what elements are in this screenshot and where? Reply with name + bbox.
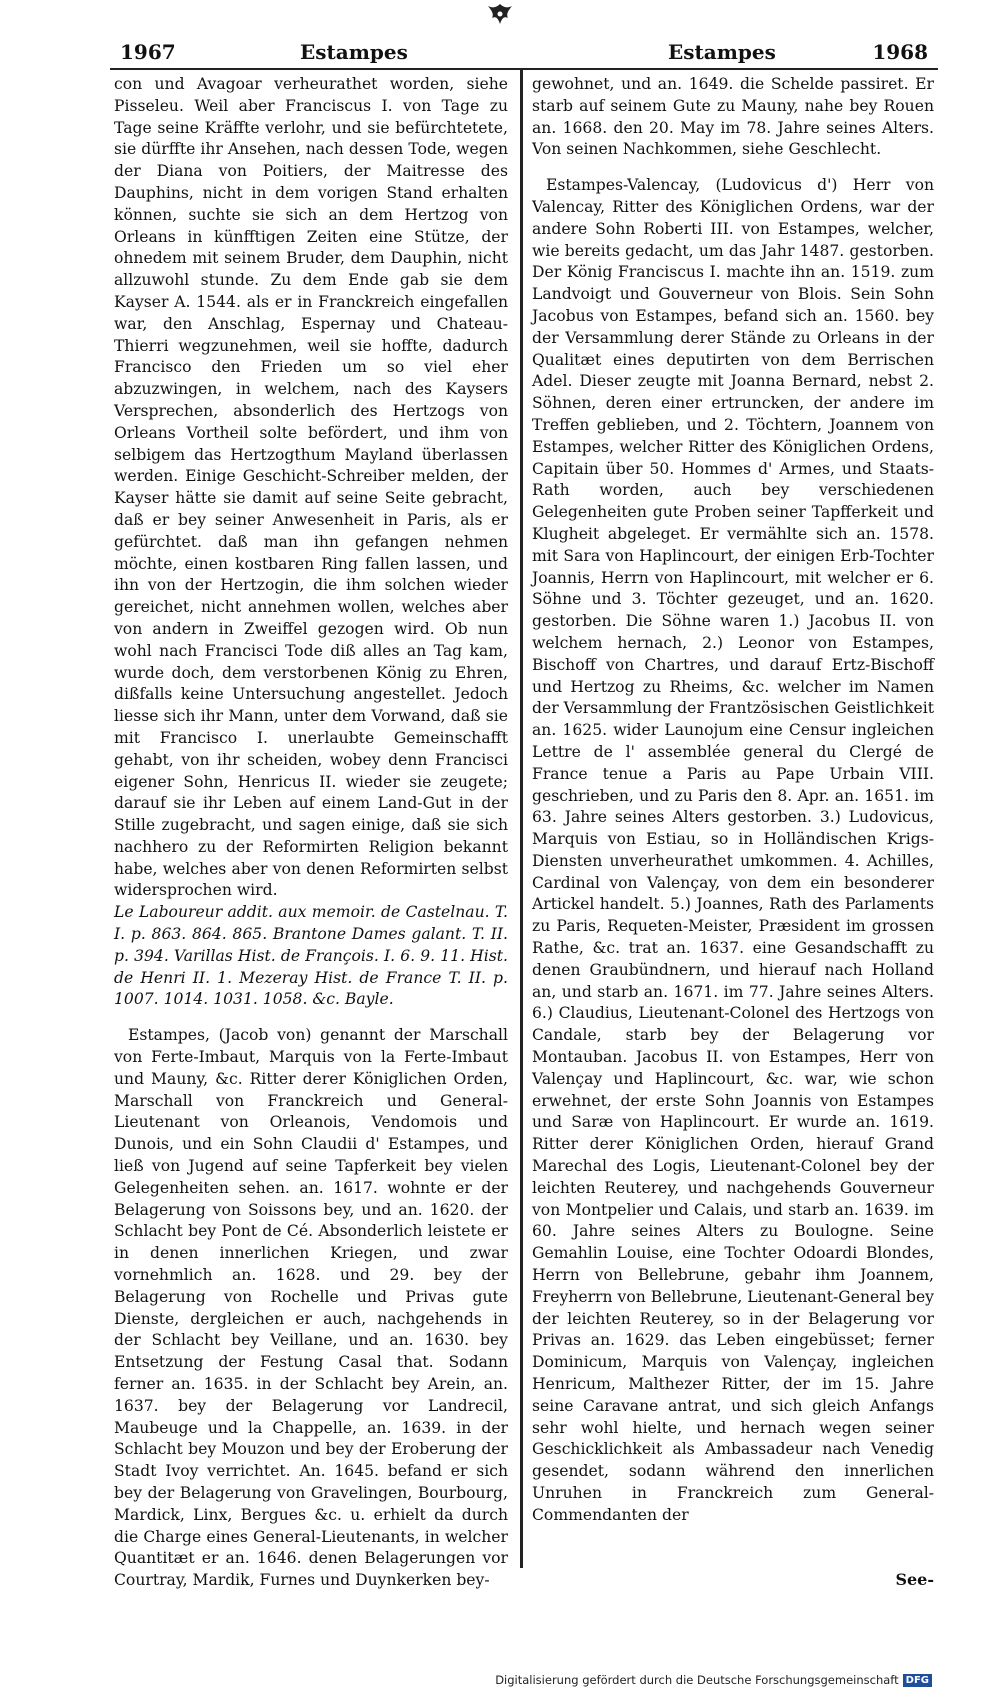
paragraph-continuation: con und Avagoar verheurathet worden, siehe Pisseleu. Weil aber Franciscus I. von Tage zu Tage seine Kräffte verlohr, und sie befürchtetete, sie dürffte ihr Ansehen, nach dessen Tode, wegen der Diana von Poitiers, der Maitresse des Dauphins, nicht in dem vorigen Stand erhalten können, suchte sie sich an dem Hertzog von Orleans in künfftigen Zeiten eine Stütze, der ohnedem mit seinem Bruder, dem Dauphin, nicht allzuwohl stunde. Zu dem Ende gab sie dem Kayser A. 1544. als er in Franckreich eingefallen war, den Anschlag, Espernay und Chateau-Thierri wegzunehmen, weil sie hoffte, dadurch Francisco den Frieden um so viel eher abzuzwingen, in welchem, nach des Kaysers Versprechen, absonderlich des Hertzogs von Orleans Vortheil solte befördert, und ihm von selbigem das Hertzogthum Mayland überlassen werden. Einige Geschicht-Schreiber melden, der Kayser hätte sie damit auf seine Seite gebracht, daß er bey seiner Anwesenheit in Paris, als er gefürchtet. daß man ihn gefangen nehmen möchte, einen kostbaren Ring fallen lassen, und ihn von der Hertzogin, die ihm solchen wieder gereichet, nicht annehmen wollen, welches aber von andern in Zweiffel gezogen wird. Ob nun wohl nach Francisci Tode diß alles an Tag kam, wurde doch, dem verstorbenen König zu Ehren, dißfalls keine Untersuchung angestellet. Jedoch liesse sich ihr Mann, unter dem Vorwand, daß sie mit Francisco I. unerlaubte Gemeinschafft gehabt, von ihr scheiden, wobey denn Francisci eigener Sohn, Henricus II. wieder sie zeugete; darauf sie ihr Leben auf einem Land-Gut in der Stille zugebracht, und sagen einige, daß sie sich nachhero zu der Reformirten Religion bekannt habe, welches aber von denen Reformirten selbst widersprochen wird. <box>114 75 508 900</box>
page-number-left: 1967 <box>120 40 176 64</box>
dfg-logo: DFG <box>903 1674 932 1687</box>
right-column <box>532 74 934 1527</box>
ornament-icon <box>478 2 522 28</box>
running-title-left: Estampes <box>300 40 408 64</box>
digitization-footer <box>495 1673 932 1687</box>
column-divider <box>520 68 523 1568</box>
entry-estampes-jacob: Estampes, (Jacob von) genannt der Marschall von Ferte-Imbaut, Marquis von la Ferte-Imbaut und Mauny, &c. Ritter derer Königlichen Orden, Marschall von Franckreich und General-Lieutenant von Orleanois, Vendomois und Dunois, und ein Sohn Claudii d' Estampes, und ließ von Jugend auf seine Tapferkeit bey vielen Gelegenheiten sehen. an. 1617. wohnte er der Belagerung von Soissons bey, und an. 1620. der Schlacht bey Pont de Cé. Absonderlich leistete er in denen innerlichen Kriegen, und zwar vornehmlich an. 1628. und 29. bey der Belagerung von Rochelle und Privas gute Dienste, dergleichen er auch, nachgehends in der Schlacht bey Veillane, und an. 1630. bey Entsetzung der Festung Casal that. Sodann ferner an. 1635. in der Schlacht bey Arein, an. 1637. bey der Belagerung vor Landrecil, Maubeuge und la Chappelle, an. 1639. in der Schlacht bey Mouzon und bey der Eroberung der Stadt Ivoy verrichtet. An. 1645. befand er sich bey der Belagerung von Gravelingen, Bourbourg, Mardick, Linx, Bergues &c. u. erhielt da durch die Charge eines General-Lieutenants, in welcher Quantitæt er an. 1646. denen Belagerungen vor Courtray, Mardik, Furnes und Duynkerken bey- <box>114 1026 508 1590</box>
catchword: See- <box>895 1570 934 1589</box>
source-citations: Le Laboureur addit. aux memoir. de Castelnau. T. I. p. 863. 864. 865. Brantone Dames galant. T. II. p. 394. Varillas Hist. de François. I. 6. 9. 11. Hist. de Henri II. 1. Mezeray Hist. de France T. II. p. 1007. 1014. 1031. 1058. &c. Bayle. <box>114 903 508 1009</box>
left-column <box>114 74 508 1592</box>
footer-text: Digitalisierung gefördert durch die Deutsche Forschungsgemeinschaft <box>495 1673 899 1687</box>
header-rule <box>110 68 938 70</box>
page-number-right: 1968 <box>872 40 928 64</box>
paragraph-continuation: gewohnet, und an. 1649. die Schelde passiret. Er starb auf seinem Gute zu Mauny, nahe bey Rouen an. 1668. den 20. May im 78. Jahre seines Alters. Von seinen Nachkommen, siehe Geschlecht. <box>532 75 934 159</box>
running-title-right: Estampes <box>668 40 776 64</box>
entry-estampes-valencay: Estampes-Valencay, (Ludovicus d') Herr von Valencay, Ritter des Königlichen Ordens, war der andere Sohn Roberti III. von Estampes, welcher, wie bereits gedacht, um das Jahr 1487. gestorben. Der König Franciscus I. machte ihn an. 1519. zum Landvoigt und Gouverneur von Blois. Sein Sohn Jacobus von Estampes, befand sich an. 1560. bey der Versammlung derer Stände zu Orleans in der Qualitæt eines deputirten von dem Berrischen Adel. Dieser zeugte mit Joanna Bernard, nebst 2. Söhnen, deren einer ertruncken, der andere im Treffen geblieben, und 2. Töchtern, Joannem von Estampes, welcher Ritter des Königlichen Ordens, Capitain über 50. Hommes d' Armes, und Staats-Rath worden, auch bey verschiedenen Gelegenheiten gute Proben seiner Tapfferkeit und Klugheit abgeleget. Er vermählte sich an. 1578. mit Sara von Haplincourt, der einigen Erb-Tochter Joannis, Herrn von Haplincourt, mit welcher er 6. Söhne und 3. Töchter gezeuget, und an. 1620. gestorben. Die Söhne waren 1.) Jacobus II. von welchem hernach, 2.) Leonor von Estampes, Bischoff von Chartres, und darauf Ertz-Bischoff und Hertzog zu Rheims, &c. welcher im Namen der Versammlung der Frantzösischen Geistlichkeit an. 1625. wider Launojum eine Censur ingleichen Lettre de l' assemblée general du Clergé de France tenue a Paris au Pape Urbain VIII. geschrieben, und zu Paris den 8. Apr. an. 1651. im 63. Jahre seines Alters gestorben. 3.) Ludovicus, Marquis von Estiau, so in Holländischen Krigs-Diensten unverheurathet umkommen. 4. Achilles, Cardinal von Valençay, von dem ein besonderer Artickel handelt. 5.) Joannes, Rath des Parlaments zu Paris, Requeten-Meister, Præsident im grossen Rathe, &c. trat an. 1637. eine Gesandschafft zu denen Graubündnern, und hierauf nach Holland an, und starb an. 1671. im 77. Jahre seines Alters. 6.) Claudius, Lieutenant-Colonel des Hertzogs von Candale, starb bey der Belagerung vor Montauban. Jacobus II. von Estampes, Herr von Valençay und Haplincourt, &c. war, wie schon erwehnet, der erste Sohn Joannis von Estampes und Saræ von Haplincourt. Er wurde an. 1619. Ritter derer Königlichen Orden, hierauf Grand Marechal des Logis, Lieutenant-Colonel bey der leichten Reuterey, und nachgehends Gouverneur von Montpelier und Calais, und starb an. 1639. im 60. Jahre seines Alters zu Boulogne. Seine Gemahlin Louise, eine Tochter Odoardi Blondes, Herrn von Bellebrune, gebahr ihm Joannem, Freyherrn von Bellebrune, Lieutenant-General bey der leichten Reuterey, so in der Belagerung vor Privas an. 1629. das Leben eingebüsset; ferner Dominicum, Marquis von Valençay, ingleichen Henricum, Malthezer Ritter, der im 15. Jahre seine Caravane antrat, und sich gleich Anfangs sehr wohl hielte, und hernach wegen seiner Geschicklichkeit als Ambassadeur nach Venedig gesendet, sodann während den innerlichen Unruhen in Franckreich zum General-Commendanten der <box>532 176 934 1524</box>
